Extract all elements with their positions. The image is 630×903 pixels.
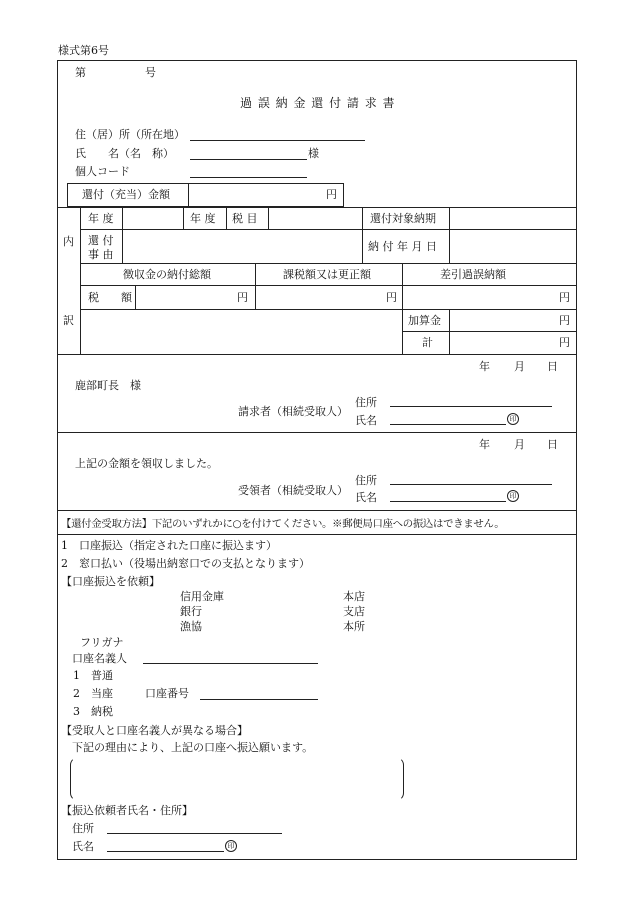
transfer-requester-address-line[interactable] <box>107 833 282 834</box>
transfer-requester-address-label: 住所 <box>72 822 94 835</box>
refund-reason-label-1: 還 付 <box>88 234 114 247</box>
different-holder-heading: 【受取人と口座名義人が異なる場合】 <box>61 724 248 737</box>
tax-item-label: 税 目 <box>232 212 258 225</box>
request-date-year: 年 <box>479 360 490 373</box>
reason-box[interactable] <box>70 757 404 801</box>
total-label: 計 <box>422 336 433 349</box>
request-date-month: 月 <box>514 360 525 373</box>
transfer-requester-name-label: 氏名 <box>72 840 94 853</box>
name-suffix: 様 <box>308 147 319 160</box>
form-title: 過 誤 納 金 還 付 請 求 書 <box>240 96 396 110</box>
transfer-heading: 【口座振込を依頼】 <box>61 575 160 588</box>
personal-code-line[interactable] <box>190 177 307 178</box>
tax-amount-unit-2: 円 <box>386 291 397 304</box>
breakdown-side-label-bottom: 訳 <box>63 314 74 327</box>
col-total-paid: 徴収金の納付総額 <box>123 268 211 281</box>
method-heading: 【還付金受取方法】下記のいずれかに○を付けてください。※郵便局口座への振込はできません。 <box>61 518 505 530</box>
payment-date-label: 納 付 年 月 日 <box>368 240 437 253</box>
requester-label: 請求者（相続受取人） <box>238 405 348 418</box>
account-type-ordinary[interactable]: 1 普通 <box>73 669 113 682</box>
address-label: 住（居）所（所在地） <box>75 128 185 141</box>
bank-type-shinkin[interactable]: 信用金庫 <box>180 590 224 603</box>
account-holder-line[interactable] <box>143 663 318 664</box>
receiver-seal-icon: 印 <box>507 490 519 502</box>
account-holder-label: 口座名義人 <box>72 652 127 665</box>
requester-name-line[interactable] <box>390 424 506 425</box>
total-unit: 円 <box>559 336 570 349</box>
form-number: 様式第6号 <box>58 44 109 57</box>
tax-amount-unit-1: 円 <box>237 291 248 304</box>
receiver-name-label: 氏名 <box>355 491 377 504</box>
number-prefix: 第 <box>75 66 86 79</box>
transfer-requester-heading: 【振込依頼者氏名・住所】 <box>61 804 193 817</box>
account-number-label: 口座番号 <box>145 687 189 700</box>
tax-amount-unit-3: 円 <box>559 291 570 304</box>
requester-address-line[interactable] <box>390 406 552 407</box>
receiver-name-line[interactable] <box>390 501 506 502</box>
year-label: 年 度 <box>88 212 114 225</box>
surcharge-unit: 円 <box>559 314 570 327</box>
col-difference: 差引過誤納額 <box>440 268 506 281</box>
transfer-requester-name-line[interactable] <box>107 851 224 852</box>
receipt-date-month: 月 <box>514 438 525 451</box>
surcharge-label: 加算金 <box>408 314 441 327</box>
receipt-date-year: 年 <box>479 438 490 451</box>
addressee: 鹿部町長 様 <box>75 379 141 392</box>
branch-honsho[interactable]: 本所 <box>343 620 365 633</box>
account-number-line[interactable] <box>200 699 318 700</box>
breakdown-side-label-top: 内 <box>63 235 74 248</box>
refund-reason-label-2: 事 由 <box>88 248 114 261</box>
requester-name-label: 氏名 <box>355 414 377 427</box>
transfer-requester-seal-icon: 印 <box>225 840 237 852</box>
refund-target-label: 還付対象納期 <box>370 212 436 225</box>
method-option-1[interactable]: 1 口座振込（指定された口座に振込ます） <box>61 539 277 552</box>
account-type-current[interactable]: 2 当座 <box>73 687 113 700</box>
receiver-label: 受領者（相続受取人） <box>238 484 348 497</box>
furigana-label: フリガナ <box>80 636 124 649</box>
account-type-tax[interactable]: 3 納税 <box>73 705 113 718</box>
receiver-address-line[interactable] <box>390 484 552 485</box>
requester-address-label: 住所 <box>355 396 377 409</box>
bank-type-gyokyo[interactable]: 漁協 <box>180 620 202 633</box>
refund-amount-unit: 円 <box>326 188 337 201</box>
name-label: 氏 名（名 称） <box>75 147 174 160</box>
address-line[interactable] <box>190 140 365 141</box>
name-line[interactable] <box>190 159 307 160</box>
requester-seal-icon: 印 <box>507 413 519 425</box>
col-assessed: 課税額又は更正額 <box>283 268 371 281</box>
personal-code-label: 個人コード <box>75 165 130 178</box>
number-suffix: 号 <box>145 66 156 79</box>
bank-type-bank[interactable]: 銀行 <box>180 605 202 618</box>
receipt-date-day: 日 <box>547 438 558 451</box>
request-date-day: 日 <box>547 360 558 373</box>
branch-main[interactable]: 本店 <box>343 590 365 603</box>
method-option-2[interactable]: 2 窓口払い（役場出納窓口での支払となります） <box>61 557 310 570</box>
refund-amount-label: 還付（充当）金額 <box>82 188 170 201</box>
receiver-address-label: 住所 <box>355 474 377 487</box>
different-holder-text: 下記の理由により、上記の口座へ振込願います。 <box>72 741 314 754</box>
year-tax-label: 年 度 <box>190 212 216 225</box>
tax-amount-label: 税 額 <box>88 291 132 304</box>
receipt-statement: 上記の金額を領収しました。 <box>75 457 218 470</box>
branch-sub[interactable]: 支店 <box>343 605 365 618</box>
